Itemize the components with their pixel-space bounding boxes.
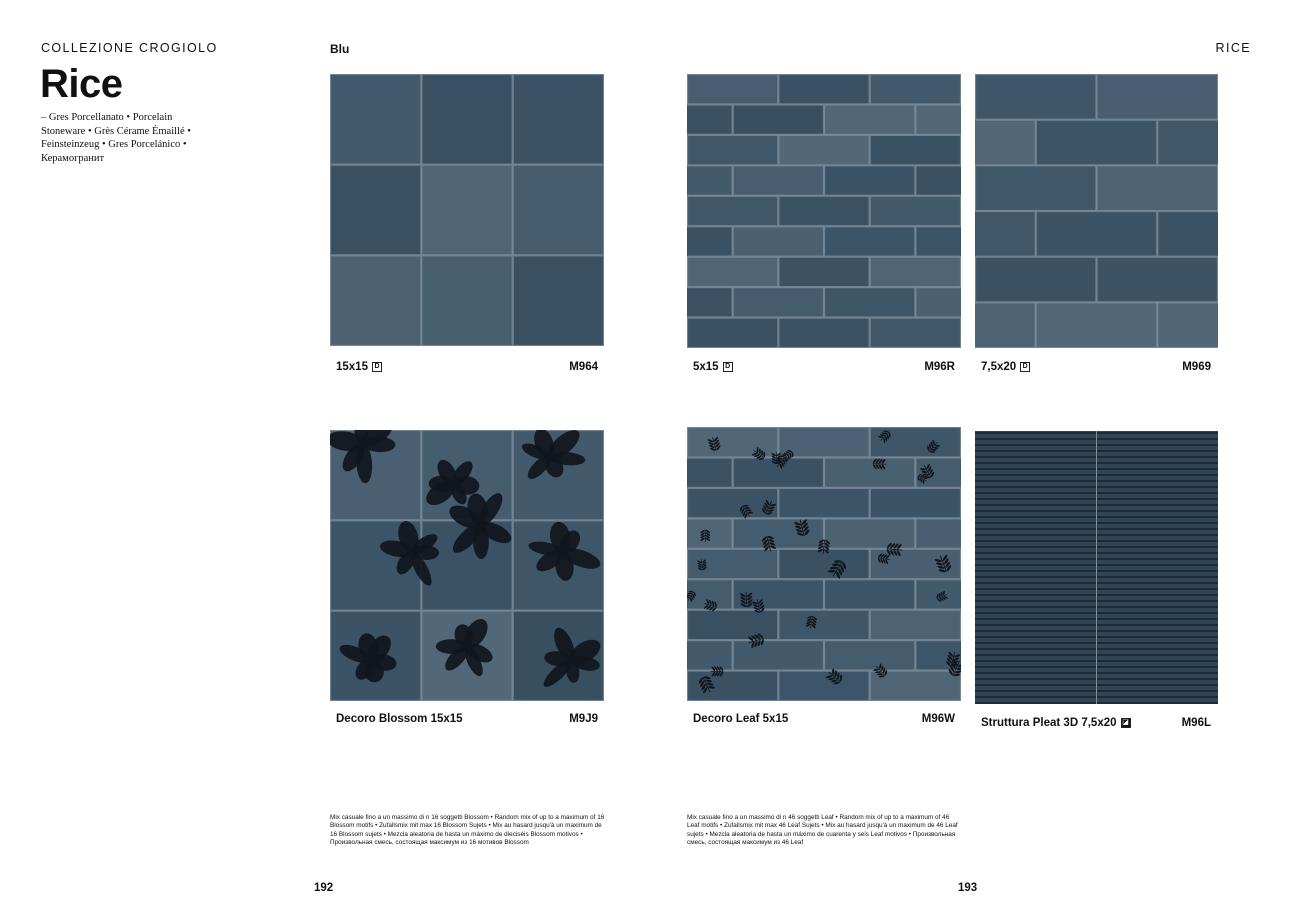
product-name: 5x15 D — [693, 361, 733, 373]
digital-print-icon: D — [1020, 362, 1030, 372]
tile-swatch-15x15 — [330, 74, 604, 346]
product-code: M969 — [1182, 361, 1211, 373]
tile-swatch-7-5x20 — [975, 74, 1218, 348]
page-title: Rice — [40, 62, 123, 106]
tile-swatch-decoro-blossom — [330, 430, 604, 701]
page-number-right: 193 — [958, 882, 978, 894]
product-code: M964 — [569, 361, 598, 373]
blossom-mix-note: Mix casuale fino a un massimo di n 16 soggetti Blossom • Random mix of up to a maximum of 16 Blossom motifs • Zufallsmix mit max 16 Blossom Sujets • Mix au hasard jusqu'à un maximum de 16 Blossom sujets • Mezcla aleatoria de hasta un máximo de dieciséis Blossom motivos • Произвольная смесь, состоящая максимум из 16 мотивов Blossom — [330, 814, 605, 846]
product-name: 15x15 D — [336, 361, 382, 373]
relief-icon: ◪ — [1122, 719, 1129, 726]
product-code: M9J9 — [569, 713, 598, 725]
product-code: M96R — [924, 361, 955, 373]
digital-print-icon: D — [372, 362, 382, 372]
material-subtitle: – Gres Porcellanato • Porcelain Stoneware • Grès Cérame Émaillé • Feinsteinzeug • Gres Porcelánico • Керамогранит — [41, 112, 191, 164]
series-header: RICE — [1215, 41, 1251, 55]
color-label: Blu — [330, 42, 350, 56]
collection-label: COLLEZIONE CROGIOLO — [41, 41, 218, 55]
product-name: 7,5x20 D — [981, 361, 1030, 373]
leaf-mix-note: Mix casuale fino a un massimo di n 46 soggetti Leaf • Random mix of up to a maximum of 46 Leaf motifs • Zufallsmix mit max 46 Leaf Sujets • Mix au hasard jusqu'à un maximum de 46 Leaf sujets • Mezcla aleatoria de hasta un máximo de cuarenta y seis Leaf motivos • Произвольная смесь, состоящая максимум из 46 Leaf — [687, 814, 958, 846]
digital-print-icon: D — [723, 362, 733, 372]
product-name: Struttura Pleat 3D 7,5x20 ◪ — [981, 717, 1129, 729]
tile-swatch-decoro-leaf — [687, 427, 961, 701]
product-name: Decoro Blossom 15x15 — [336, 713, 463, 725]
product-name: Decoro Leaf 5x15 — [693, 713, 789, 725]
tile-swatch-struttura-pleat — [975, 431, 1218, 704]
product-code: M96W — [921, 713, 955, 725]
product-code: M96L — [1181, 717, 1211, 729]
tile-swatch-5x15 — [687, 74, 961, 348]
page-number-left: 192 — [314, 882, 334, 894]
